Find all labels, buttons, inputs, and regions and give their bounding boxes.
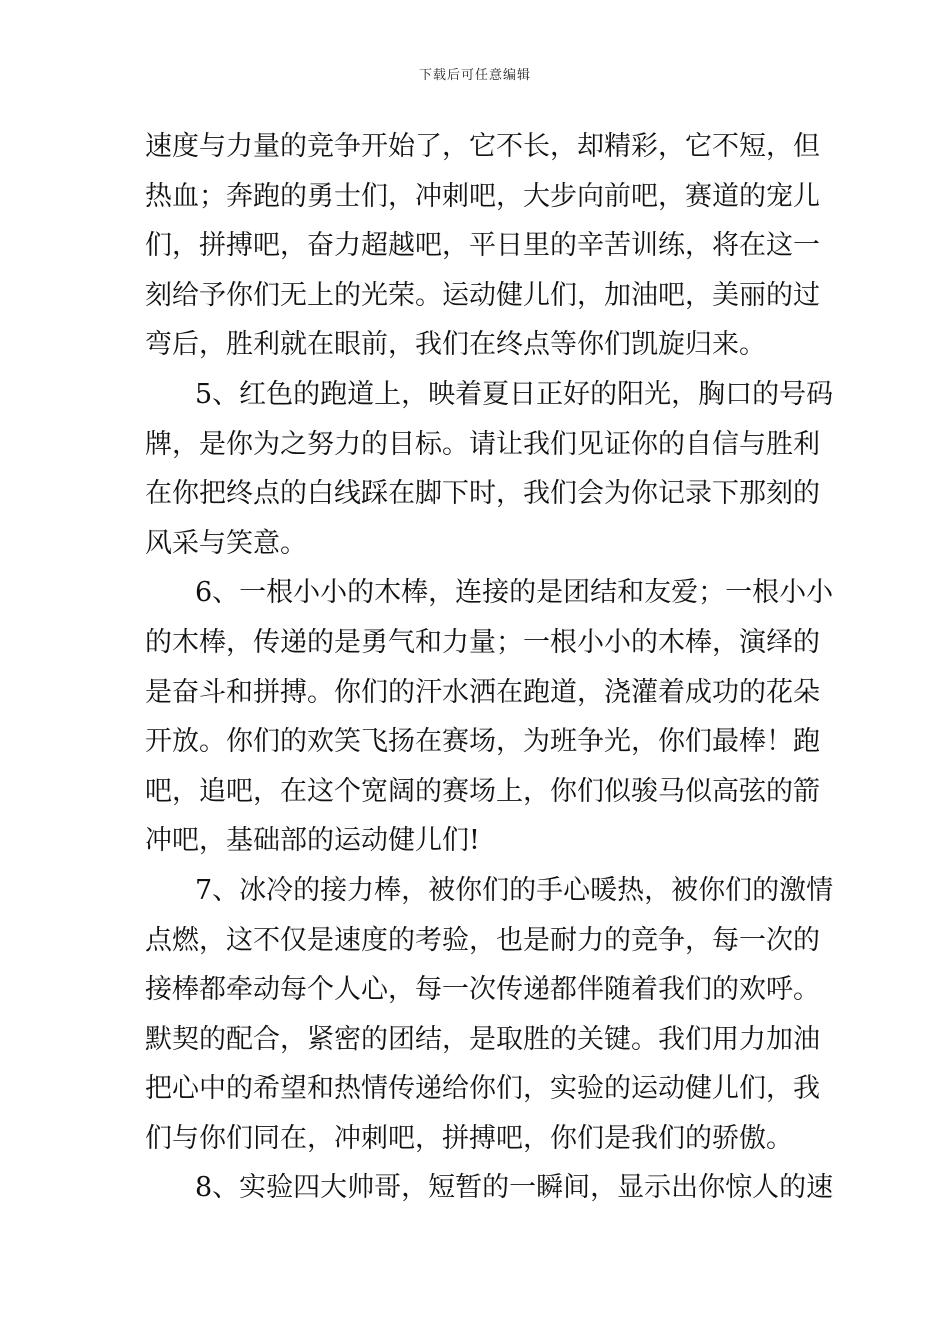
text-line: 刻给予你们无上的光荣。运动健儿们，加油吧，美丽的过: [145, 279, 820, 311]
paragraph-6: [145, 568, 834, 866]
text-line: 开放。你们的欢笑飞扬在赛场，为班争光，你们最棒！跑: [145, 726, 820, 758]
text-line: 默契的配合，紧密的团结，是取胜的关键。我们用力加油: [145, 1023, 820, 1055]
paragraph-5: [145, 370, 834, 568]
text-line: 6、一根小小的木棒，连接的是团结和友爱；一根小小: [195, 577, 834, 609]
text-line: 在你把终点的白线踩在脚下时，我们会为你记录下那刻的: [145, 478, 820, 510]
paragraph-7: [145, 866, 834, 1164]
text-line: 牌，是你为之努力的目标。请让我们见证你的自信与胜利: [145, 428, 820, 460]
text-line: 冲吧，基础部的运动健儿们!: [145, 825, 480, 857]
text-line: 速度与力量的竞争开始了，它不长，却精彩，它不短，但: [145, 131, 820, 162]
text-line: 5、红色的跑道上，映着夏日正好的阳光，胸口的号码: [195, 378, 834, 410]
paragraph-continuation: [145, 122, 820, 370]
paragraph-8: [145, 1163, 834, 1213]
text-line: 7、冰冷的接力棒，被你们的手心暖热，被你们的激情: [195, 874, 834, 906]
text-line: 把心中的希望和热情传递给你们，实验的运动健儿们，我: [145, 1073, 820, 1105]
text-line: 弯后，胜利就在眼前，我们在终点等你们凯旋归来。: [145, 329, 766, 361]
page-header: 下载后可任意编辑: [418, 68, 531, 83]
text-line: 的木棒，传递的是勇气和力量；一根小小的木棒，演绎的: [145, 626, 820, 658]
text-line: 是奋斗和拼搏。你们的汗水洒在跑道，浇灌着成功的花朵: [145, 676, 820, 708]
document-body: [145, 122, 834, 1213]
text-line: 吧，追吧，在这个宽阔的赛场上，你们似骏马似高弦的箭: [145, 775, 820, 807]
text-line: 们，拼搏吧，奋力超越吧，平日里的辛苦训练，将在这一: [145, 230, 820, 262]
text-line: 热血；奔跑的勇士们，冲刺吧，大步向前吧，赛道的宠儿: [145, 180, 820, 212]
text-line: 接棒都牵动每个人心，每一次传递都伴随着我们的欢呼。: [145, 974, 820, 1006]
text-line: 风采与笑意。: [145, 527, 307, 559]
text-line: 8、实验四大帅哥，短暂的一瞬间，显示出你惊人的速: [195, 1172, 834, 1204]
text-line: 点燃，这不仅是速度的考验，也是耐力的竞争，每一次的: [145, 924, 820, 956]
text-line: 们与你们同在，冲刺吧，拼搏吧，你们是我们的骄傲。: [145, 1122, 793, 1154]
